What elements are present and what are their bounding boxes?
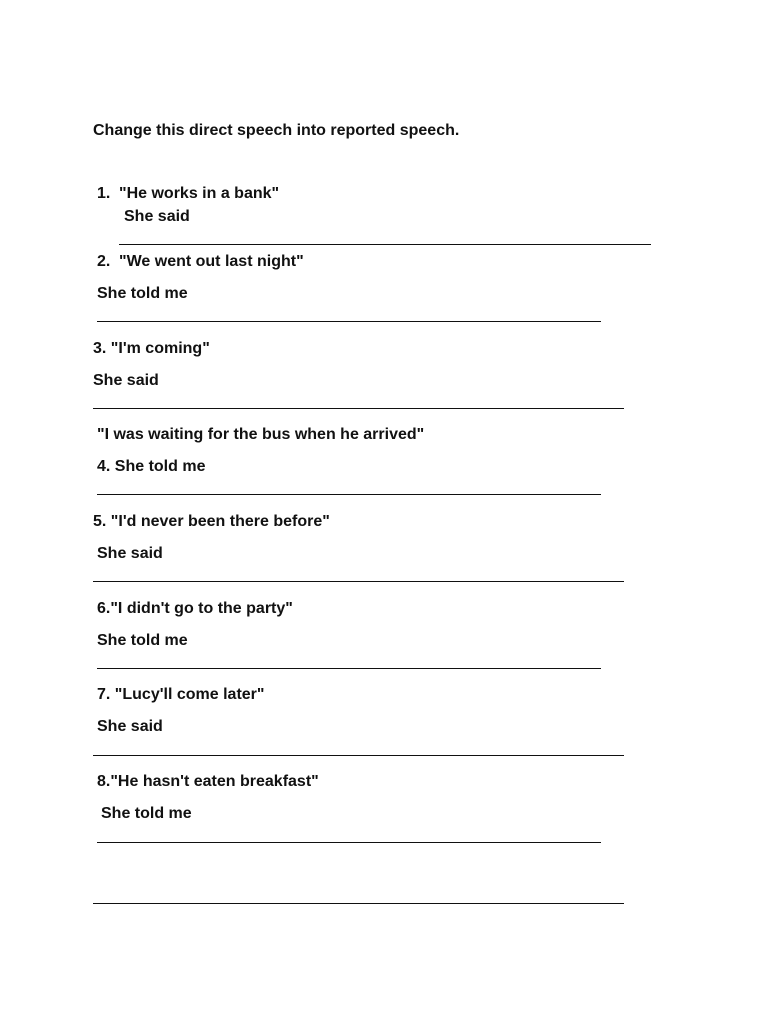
item-1-number: 1. [97, 185, 111, 202]
item-7-quote: 7. "Lucy'll come later" [97, 686, 265, 703]
item-1-prompt: She said [124, 208, 190, 225]
item-4-quote: "I was waiting for the bus when he arrived" [97, 426, 425, 443]
item-8-prompt: She told me [101, 805, 192, 822]
item-5-quote: 5. "I'd never been there before" [93, 513, 330, 530]
item-7-answer-line[interactable] [93, 755, 624, 756]
item-8-answer-line[interactable] [97, 842, 601, 843]
item-2-prompt: She told me [97, 285, 188, 302]
item-6-prompt: She told me [97, 632, 188, 649]
item-7-prompt: She said [97, 718, 163, 735]
extra-answer-line[interactable] [93, 903, 624, 904]
item-8-quote: 8."He hasn't eaten breakfast" [97, 773, 319, 790]
item-4-prompt: 4. She told me [97, 458, 206, 475]
item-3-answer-line[interactable] [93, 408, 624, 409]
item-6-answer-line[interactable] [97, 668, 601, 669]
item-2-answer-line[interactable] [97, 321, 601, 322]
item-3-quote: 3. "I'm coming" [93, 340, 210, 357]
item-3-prompt: She said [93, 372, 159, 389]
item-4-answer-line[interactable] [97, 494, 601, 495]
instruction-heading: Change this direct speech into reported speech. [93, 122, 460, 139]
item-2-number: 2. [97, 253, 111, 270]
item-2-quote: "We went out last night" [119, 253, 304, 270]
item-1-quote: "He works in a bank" [119, 185, 280, 202]
item-1-answer-line[interactable] [119, 244, 651, 245]
item-5-answer-line[interactable] [93, 581, 624, 582]
item-5-prompt: She said [97, 545, 163, 562]
item-6-quote: 6."I didn't go to the party" [97, 600, 293, 617]
